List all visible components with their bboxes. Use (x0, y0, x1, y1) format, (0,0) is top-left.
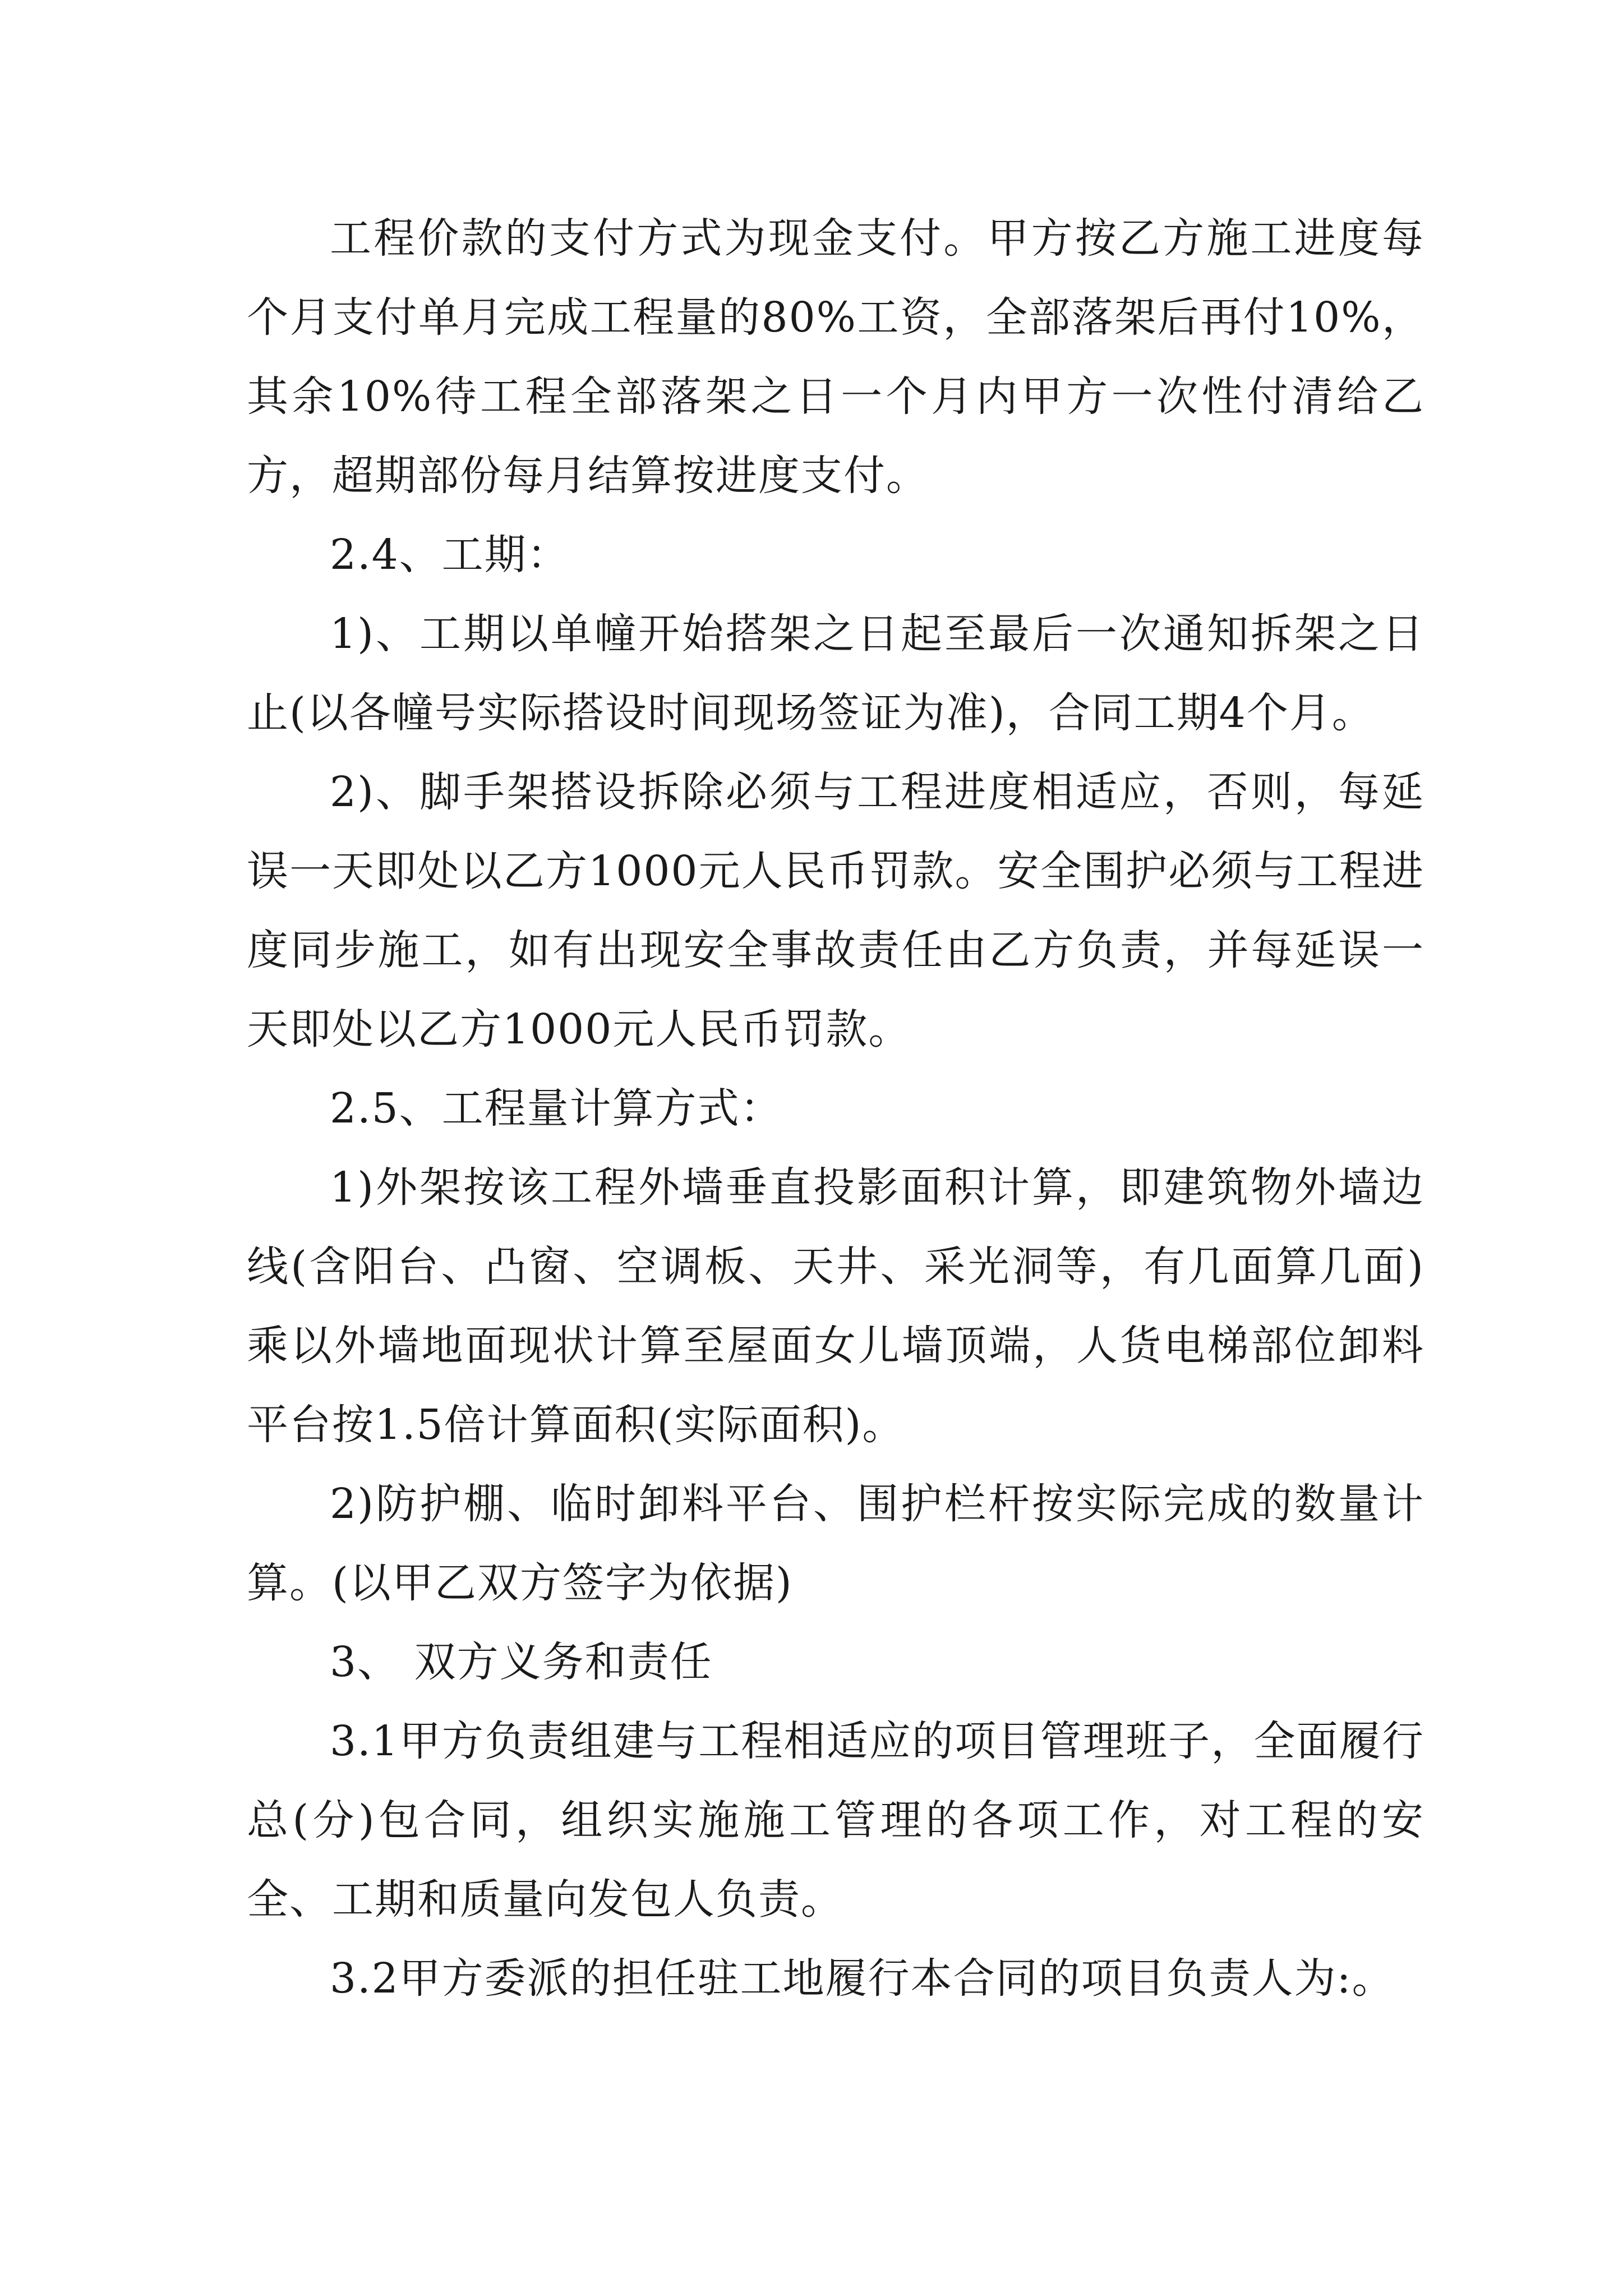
paragraph-schedule-item-1: 1)、工期以单幢开始搭架之日起至最后一次通知拆架之日止(以各幢号实际搭设时间现场签证为准)，合同工期4个月。 (247, 610, 1424, 737)
heading-2-5-quantity-calculation: 2.5、工程量计算方式： (330, 1084, 783, 1133)
paragraph-quantity-item-1: 1)外架按该工程外墙垂直投影面积计算，即建筑物外墙边线(含阳台、凸窗、空调板、天井、采光洞等，有几面算几面)乘以外墙地面现状计算至屋面女儿墙顶端，人货电梯部位卸料平台按1.5倍计算面积(实际面积)。 (247, 1163, 1424, 1449)
heading-2-4-schedule: 2.4、工期： (330, 531, 570, 579)
contract-body (247, 199, 1424, 2018)
paragraph-quantity-item-2: 2)防护棚、临时卸料平台、围护栏杆按实际完成的数量计算。(以甲乙双方签字为依据) (247, 1480, 1424, 1607)
paragraph-payment-method: 工程价款的支付方式为现金支付。甲方按乙方施工进度每个月支付单月完成工程量的80%工资，全部落架后再付10%，其余10%待工程全部落架之日一个月内甲方一次性付清给乙方，超期部份每月结算按进度支付。 (247, 214, 1424, 500)
paragraph-3-1: 3.1甲方负责组建与工程相适应的项目管理班子，全面履行总(分)包合同，组织实施施工管理的各项工作，对工程的安全、工期和质量向发包人负责。 (247, 1717, 1424, 1924)
paragraph-3-2: 3.2甲方委派的担任驻工地履行本合同的项目负责人为:。 (330, 1954, 1395, 2003)
paragraph-schedule-item-2: 2)、脚手架搭设拆除必须与工程进度相适应，否则，每延误一天即处以乙方1000元人民币罚款。安全围护必须与工程进度同步施工，如有出现安全事故责任由乙方负责，并每延误一天即处以乙方1000元人民币罚款。 (247, 768, 1424, 1053)
heading-3-obligations: 3、 双方义务和责任 (330, 1638, 713, 1686)
